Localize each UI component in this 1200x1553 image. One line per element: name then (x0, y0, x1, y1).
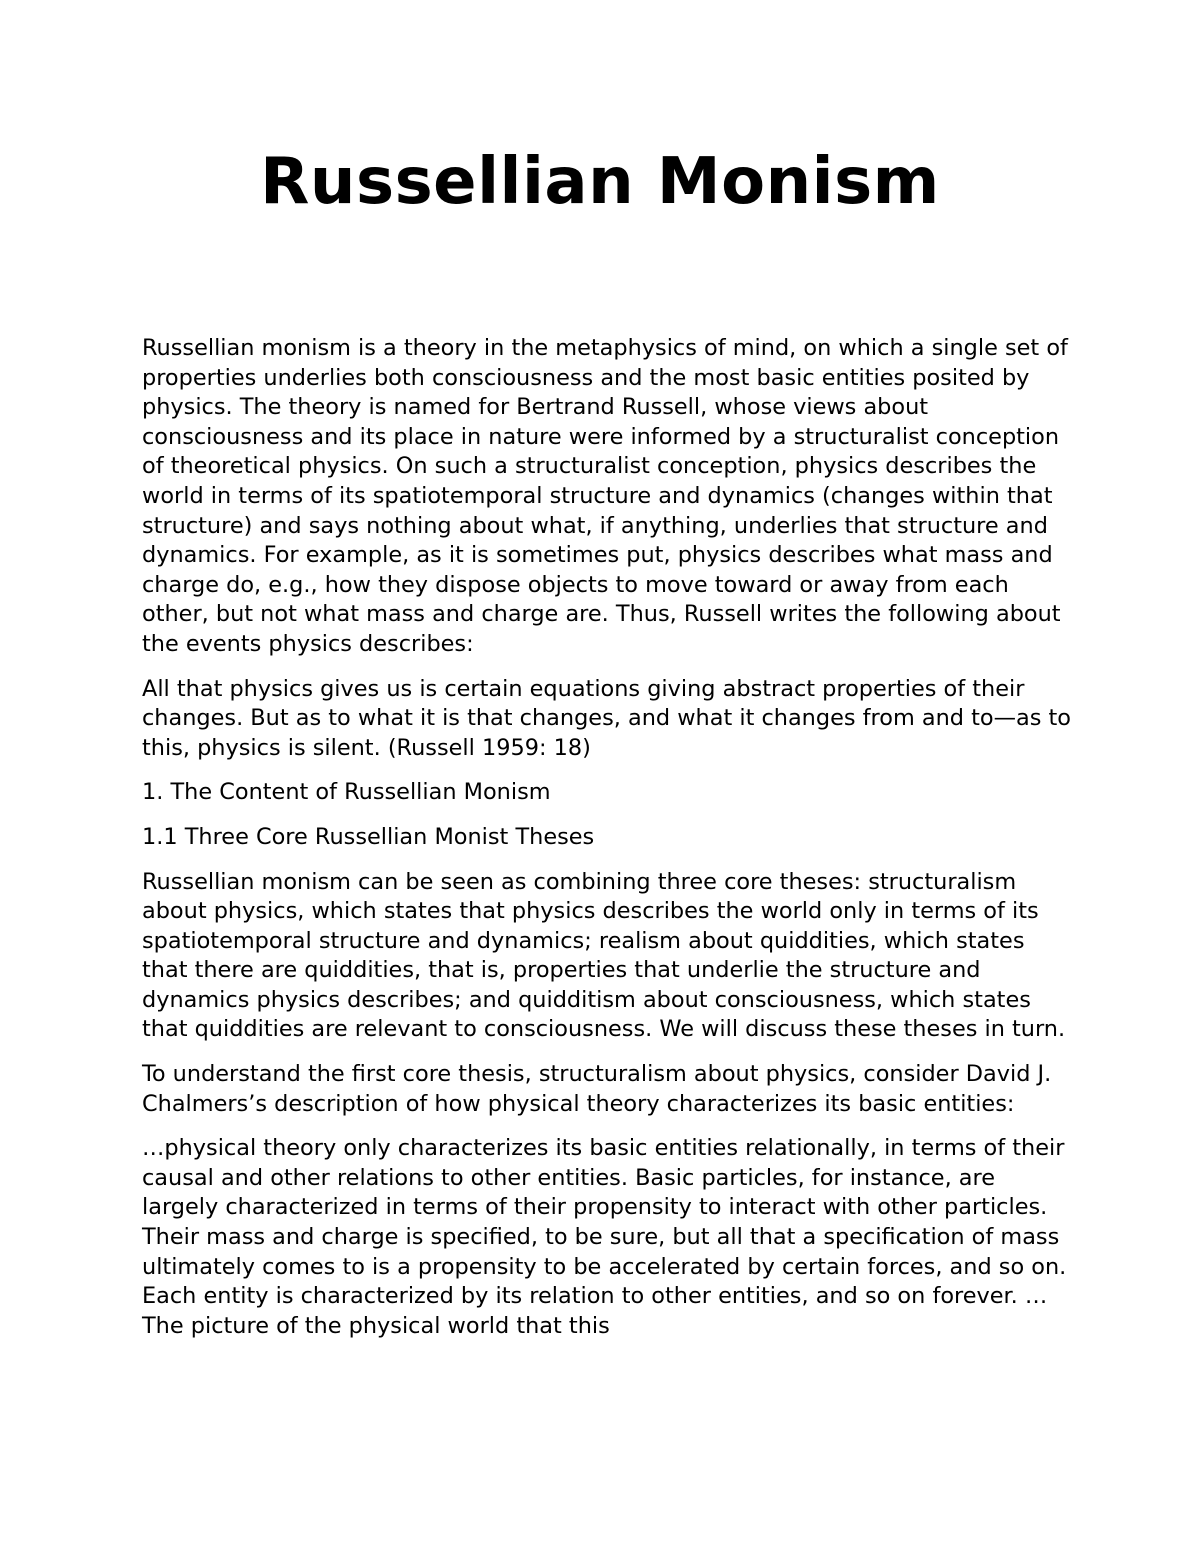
intro-paragraph: Russellian monism is a theory in the metaphysics of mind, on which a single set of properties underlies both consciousness and the most basic entities posited by physics. The theory is named for Bertrand Russell, whose views about consciousness and its place in nature were informed by a structuralist conception of theoretical physics. On such a structuralist conception, physics describes the world in terms of its spatiotemporal structure and dynamics (changes within that structure) and says nothing about what, if anything, underlies that structure and dynamics. For example, as it is sometimes put, physics describes what mass and charge do, e.g., how they dispose objects to move toward or away from each other, but not what mass and charge are. Thus, Russell writes the following about the events physics describes: (142, 335, 1068, 657)
core-theses-paragraph: Russellian monism can be seen as combining three core theses: structuralism about physics, which states that physics describes the world only in terms of its spatiotemporal structure and dynamics; realism about quiddities, which states that there are quiddities, that is, properties that underlie the structure and dynamics physics describes; and quidditism about consciousness, which states that quiddities are relevant to consciousness. We will discuss these theses in turn. (142, 868, 1066, 1043)
structuralism-paragraph: To understand the first core thesis, structuralism about physics, consider David J. Chalmers’s description of how physical theory characterizes its basic entities: (142, 1061, 1052, 1117)
document-title: Russellian Monism (260, 145, 940, 219)
chalmers-quote: …physical theory only characterizes its basic entities relationally, in terms of their causal and other relations to other entities. Basic particles, for instance, are largely characterized in terms of their propensity to interact with other particles. Their mass and charge is specified, to be sure, but all that a specification of mass ultimately comes to is a propensity to be accelerated by certain forces, and so on. Each entity is characterized by its relation to other entities, and so on forever. …The picture of the physical world that this (142, 1135, 1067, 1339)
russell-quote: All that physics gives us is certain equations giving abstract properties of their changes. But as to what it is that changes, and what it changes from and to—as to this, physics is silent. (Russell 1959: 18) (142, 675, 1071, 761)
document-body (142, 334, 1072, 1356)
section-heading: 1. The Content of Russellian Monism (142, 779, 551, 806)
subsection-heading: 1.1 Three Core Russellian Monist Theses (142, 823, 595, 850)
